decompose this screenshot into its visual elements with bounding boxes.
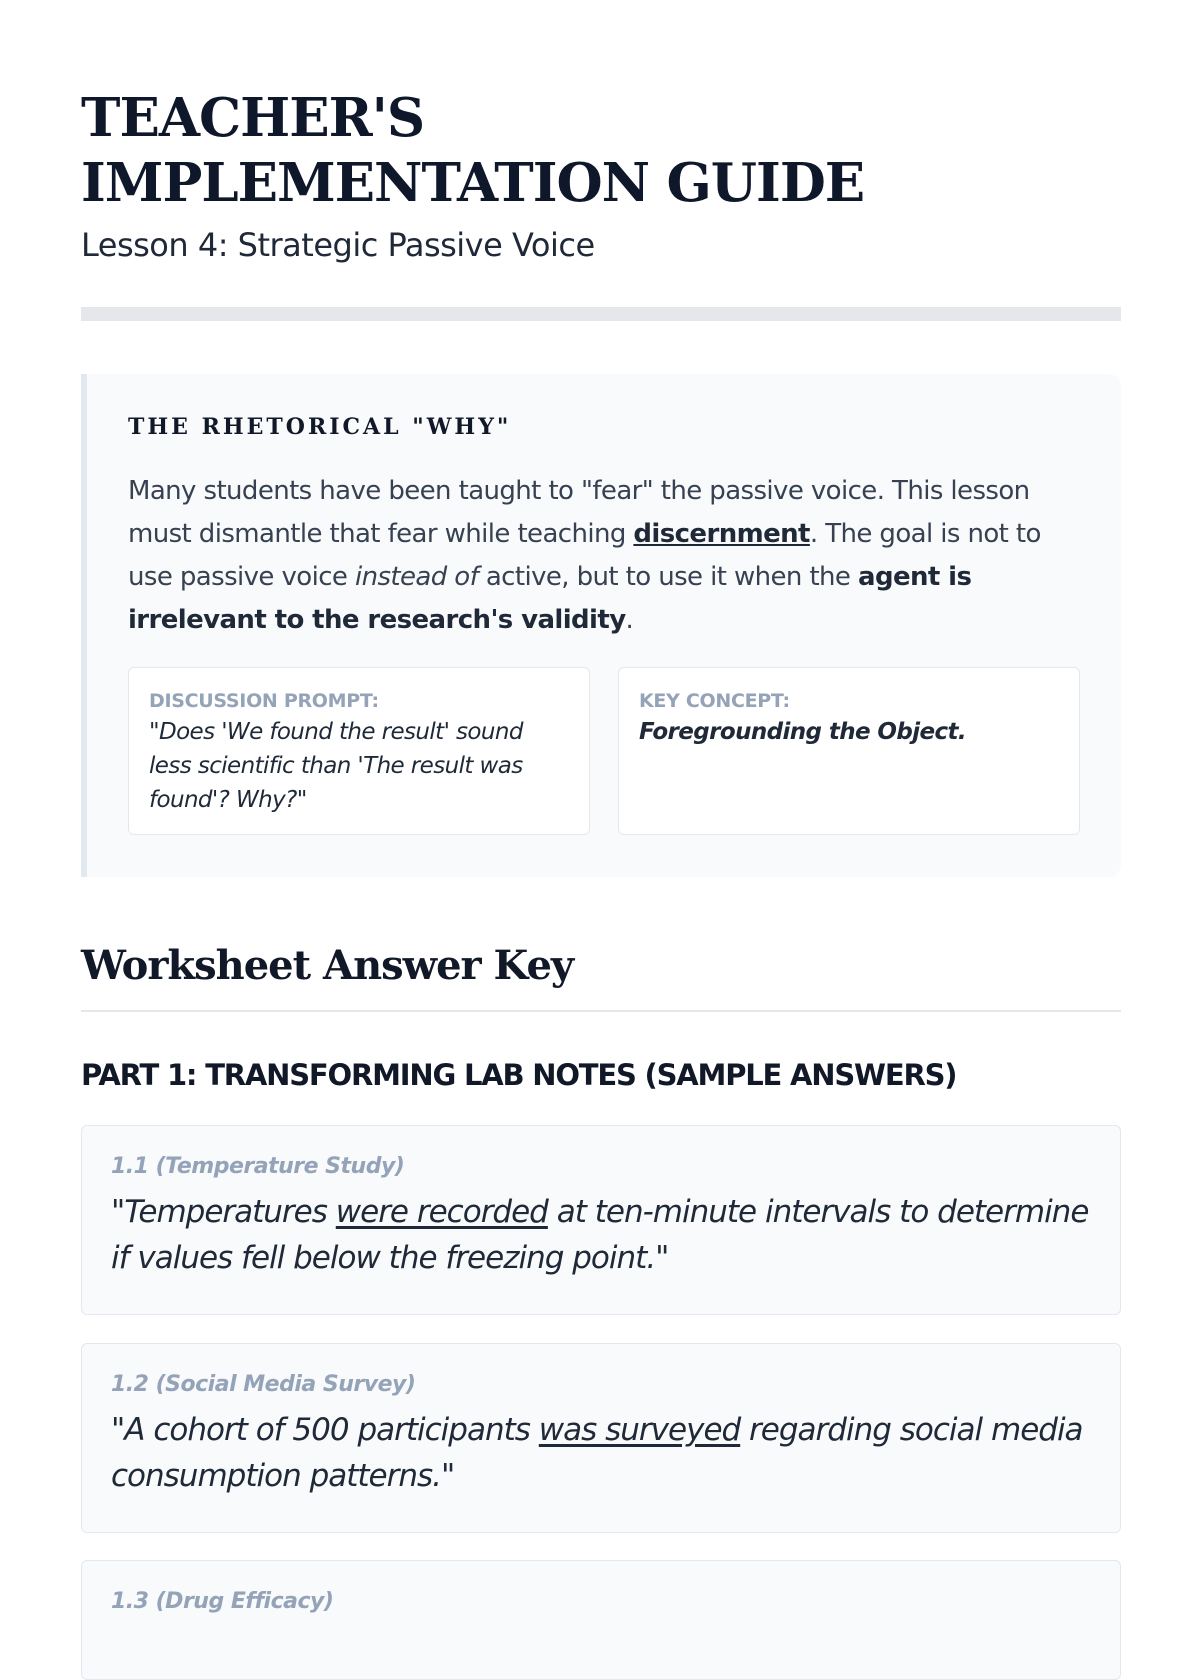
answer-item — [81, 1560, 1121, 1680]
answer-item-label: 1.3 (Drug Efficacy) — [111, 1589, 334, 1614]
answer-text-pre: "A cohort of 500 participants — [111, 1412, 539, 1448]
answer-item-text — [111, 1407, 1091, 1499]
body-bold-phrase: agent is irrelevant to the research's validity — [128, 562, 972, 635]
discernment-underline: discernment — [633, 519, 810, 549]
discussion-prompt-label: DISCUSSION PROMPT: — [149, 690, 379, 712]
title-line-1: TEACHER'S — [81, 87, 425, 149]
title-line-2: IMPLEMENTATION GUIDE — [81, 152, 865, 214]
answer-text-pre: "Temperatures — [111, 1194, 336, 1230]
answer-item-label: 1.2 (Social Media Survey) — [111, 1372, 416, 1397]
answer-item-text — [111, 1189, 1091, 1281]
key-concept-label: KEY CONCEPT: — [639, 690, 790, 712]
answer-passive-verb: were recorded — [335, 1194, 548, 1230]
key-concept-text: Foregrounding the Object. — [639, 719, 967, 745]
answer-key-title: Worksheet Answer Key — [81, 942, 574, 989]
answer-passive-verb: was surveyed — [538, 1412, 741, 1448]
body-text-1: Many students have been taught to "fear" the passive voice. This lesson must dismantle that fear while teaching — [128, 476, 1030, 549]
part-1-title: PART 1: TRANSFORMING LAB NOTES (SAMPLE ANSWERS) — [81, 1058, 957, 1092]
body-text-2: . The goal is not to use passive voice — [128, 519, 1041, 592]
body-text-3: active, but to use it when the — [478, 562, 858, 592]
callout-heading: THE RHETORICAL "WHY" — [128, 414, 512, 440]
rhetorical-why-callout — [81, 374, 1121, 877]
answer-text-post: regarding social media consumption patterns." — [111, 1412, 1083, 1494]
body-text-end: . — [625, 605, 634, 635]
answer-text-post: at ten-minute intervals to determine if values fell below the freezing point." — [111, 1194, 1089, 1276]
answer-item-label: 1.1 (Temperature Study) — [111, 1154, 405, 1179]
discussion-prompt-card — [128, 667, 590, 835]
callout-body — [128, 470, 1088, 642]
lesson-subtitle: Lesson 4: Strategic Passive Voice — [81, 226, 595, 264]
document-title — [81, 86, 864, 216]
answer-item — [81, 1125, 1121, 1315]
header-divider — [81, 307, 1121, 321]
discussion-prompt-text: "Does 'We found the result' sound less scientific than 'The result was found'? Why?" — [149, 719, 523, 813]
answer-key-divider — [81, 1010, 1121, 1012]
key-concept-card — [618, 667, 1080, 835]
body-italic-phrase: instead of — [354, 562, 479, 592]
answer-item — [81, 1343, 1121, 1533]
body-discernment-emphasis — [633, 519, 809, 549]
